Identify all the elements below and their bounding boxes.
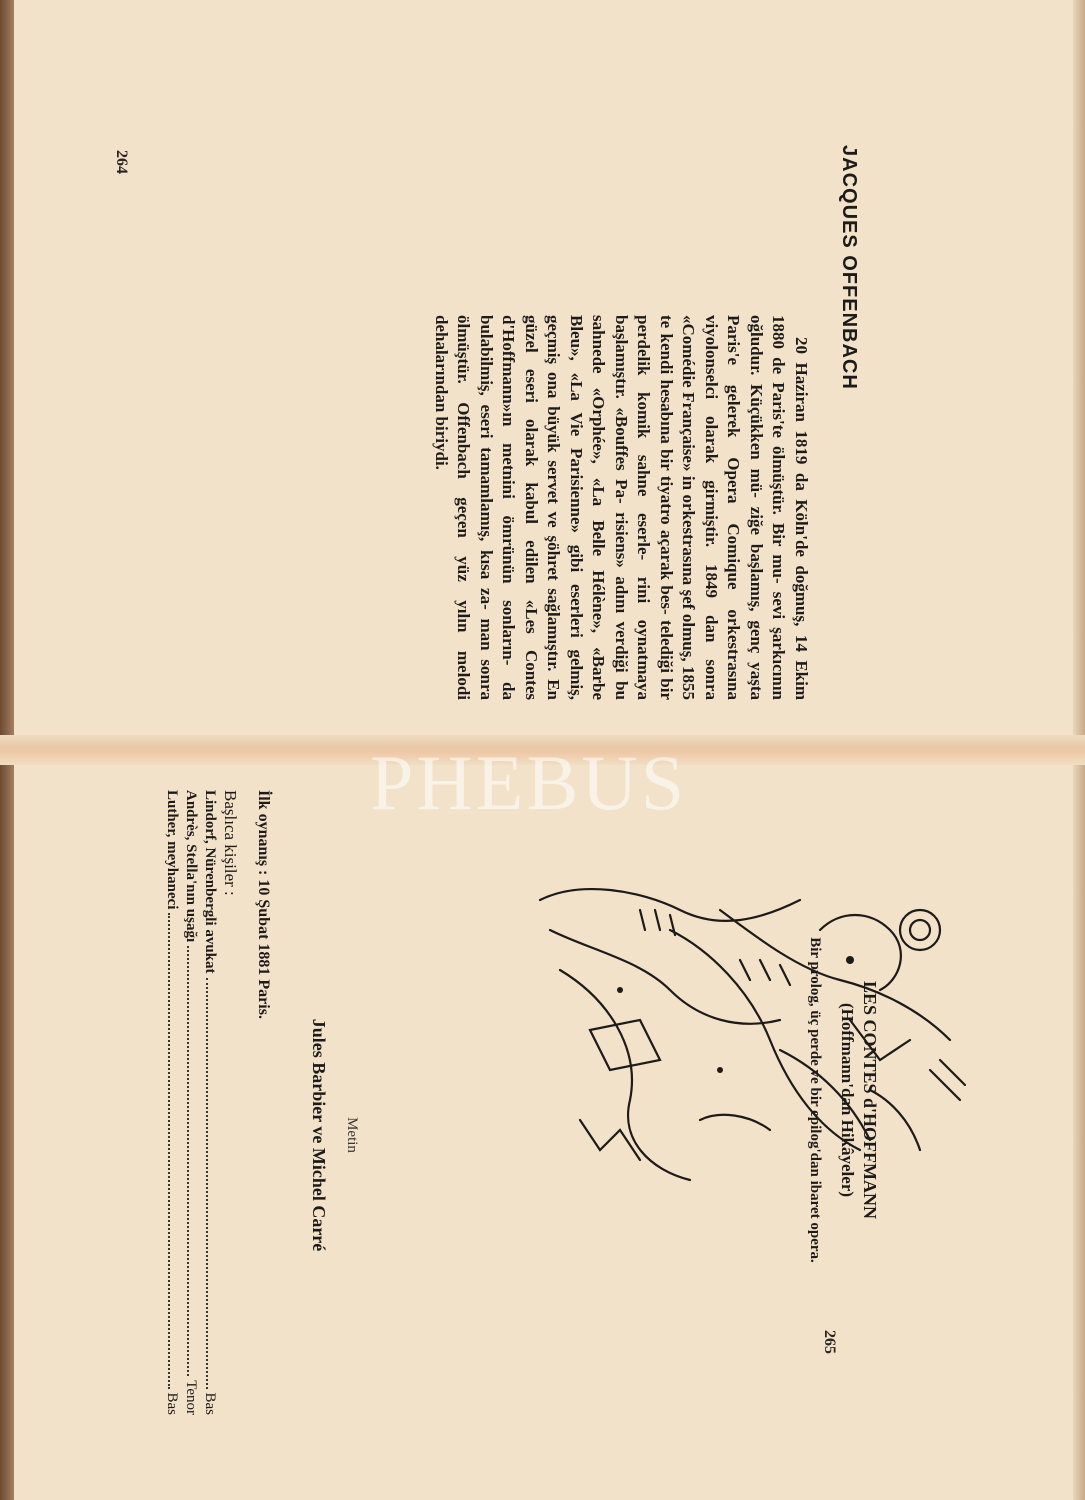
bio-line: telediği bir perdelik komik sahne eserle- — [634, 315, 676, 701]
bio-line: da bulabilmiş, eseri tamamlamış, kısa za- — [477, 315, 519, 700]
dot-leader — [206, 978, 218, 1389]
bio-line: güzel eseri olarak kabul edilen «Les Contes — [522, 315, 541, 700]
bio-line: olarak girmiştir. 1849 dan sonra «Comédie — [679, 315, 721, 701]
opera-description: Bir prolog, üç perde ve bir epilog'dan ibaret opera. — [807, 937, 823, 1263]
cast-voice: Bas — [164, 1392, 180, 1415]
page-number-right: 265 — [821, 1330, 838, 1354]
cast-voice: Bas — [202, 1392, 218, 1415]
opera-illustration — [520, 870, 980, 1200]
cast-role: Andrès, Stella'nın uşağı — [183, 790, 199, 943]
credits-block — [308, 790, 360, 1480]
bio-line: risiens» adını verdiği bu sahnede «Orphée», — [589, 315, 631, 701]
author-heading: JACQUES OFFENBACH — [838, 145, 860, 390]
bio-line: Ekim 1880 de Paris'te ölmüştür. Bir mu- — [769, 315, 811, 701]
biography-text — [430, 315, 813, 700]
librettists: Jules Barbier ve Michel Carré — [309, 1018, 329, 1252]
cast-voice: Tenor — [183, 1380, 199, 1415]
bio-line: sevi şarkıcının oğludur. Küçükken mü- — [747, 315, 789, 701]
cast-heading: Başlıca kişiler : — [221, 790, 240, 896]
bio-line: ona büyük servet ve şöhret sağlamıştır. En — [544, 371, 564, 700]
opera-title: LES CONTES d'HOFFMANN — [860, 980, 880, 1220]
left-page-content — [160, 25, 860, 725]
bio-line: rini oynatmaya başlamıştır. «Bouffes Pa- — [612, 315, 654, 700]
cast-row — [201, 790, 218, 1415]
bio-line: «La Belle Hélène», «Barbe Bleu», «La Vie — [567, 315, 609, 701]
cast-role: Lindorf, Nürenbergli avukat — [202, 790, 218, 974]
cast-role: Luther, meyhaneci — [164, 790, 180, 910]
metin-label: Metin — [344, 1117, 360, 1153]
dot-leader — [168, 913, 180, 1388]
bio-line: man sonra ölmüştür. Offenbach geçen yüz — [454, 315, 496, 701]
bio-line: ziğe başlamış, genç yaşta Paris'e gelerek — [724, 315, 766, 701]
cast-row — [163, 790, 180, 1415]
cast-block — [163, 790, 272, 1415]
bio-line: d'Hoffmann»ın metnini ömrünün sonların- — [499, 315, 519, 666]
premiere-info: İlk oynanış : 10 Şubat 1881 Paris. — [255, 790, 272, 1019]
opera-subtitle: (Hoffmann'dan Hikâyeler) — [838, 1002, 857, 1198]
page-number-left: 264 — [113, 150, 130, 174]
bio-line: te kendi hesabına bir tiyatro açarak bes- — [657, 315, 676, 615]
phebus-watermark: PHEBUS — [370, 739, 688, 826]
bio-line: Parisienne» gibi eserleri gelmiş, geçmiş — [544, 315, 586, 701]
bio-line: yılın melodi dehalarından biriydi. — [432, 315, 474, 701]
bio-line: 20 Haziran 1819 da Köln'de doğmuş, 14 — [792, 337, 811, 652]
bio-line: Opera Comique orkestrasına viyolonselci — [702, 315, 744, 701]
cast-row — [182, 790, 199, 1415]
bio-line: Française» in orkestrasına şef olmuş, 1855 — [679, 392, 699, 700]
dot-leader — [187, 946, 199, 1376]
